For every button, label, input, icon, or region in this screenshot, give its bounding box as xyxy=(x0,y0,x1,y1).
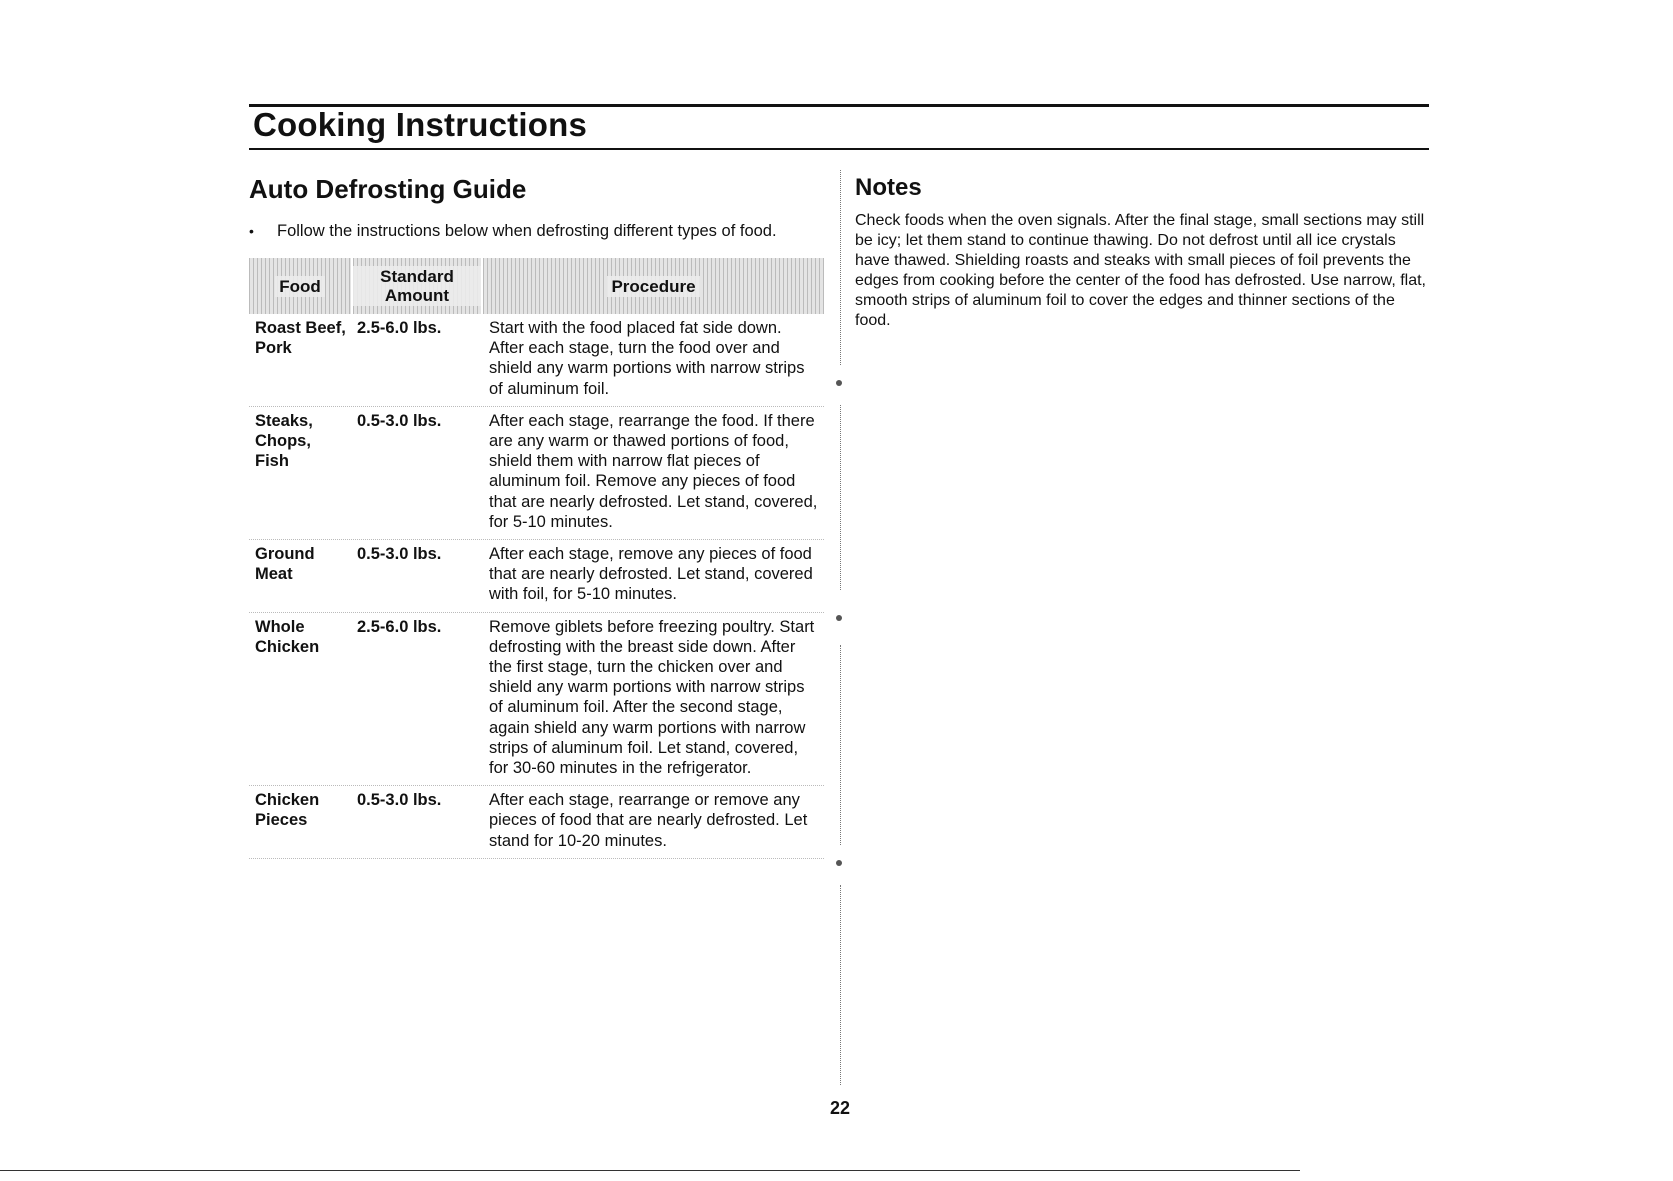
amount-cell: 0.5-3.0 lbs. xyxy=(357,411,442,430)
amount-cell: 2.5-6.0 lbs. xyxy=(357,617,442,636)
guide-intro-text: Follow the instructions below when defrosting different types of food. xyxy=(277,222,777,240)
amount-cell: 0.5-3.0 lbs. xyxy=(357,545,442,564)
table-row xyxy=(249,407,824,540)
table-row xyxy=(249,786,824,859)
column-divider xyxy=(840,885,841,1085)
table-row xyxy=(249,613,824,787)
guide-title: Auto Defrosting Guide xyxy=(249,174,527,204)
column-divider xyxy=(840,405,841,590)
food-cell: Roast Beef, Pork xyxy=(255,319,346,358)
procedure-cell: After each stage, rearrange or remove any pieces of food that are nearly defrosted. Let stand for 10-20 minutes. xyxy=(489,791,808,850)
defrost-table xyxy=(249,258,824,859)
notes-title: Notes xyxy=(855,174,922,201)
guide-intro xyxy=(249,222,777,241)
column-header-procedure: Procedure xyxy=(483,258,824,314)
procedure-cell: After each stage, remove any pieces of food that are nearly defrosted. Let stand, covered with foil, for 5-10 minutes. xyxy=(489,545,813,604)
page-number: 22 xyxy=(829,1098,851,1118)
column-divider xyxy=(840,645,841,845)
food-cell: Chicken Pieces xyxy=(255,791,320,830)
table-row xyxy=(249,314,824,407)
header-bottom-rule xyxy=(249,148,1429,150)
food-cell: Steaks, Chops, Fish xyxy=(255,411,313,471)
food-cell: Ground Meat xyxy=(255,545,315,584)
amount-cell: 0.5-3.0 lbs. xyxy=(357,791,442,810)
notes-body: Check foods when the oven signals. After the final stage, small sections may still be icy; let them stand to continue thawing. Do not defrost until all ice crystals have thawed. Shielding roasts and steaks with small pieces of foil prevents the edges from cooking before the center of the food has defrosted. Use narrow, flat, smooth strips of aluminum foil to cover the edges and thinner sections of the food. xyxy=(855,212,1426,329)
amount-cell: 2.5-6.0 lbs. xyxy=(357,319,442,337)
binding-dot xyxy=(836,615,842,621)
page-title: Cooking Instructions xyxy=(253,106,587,143)
bullet-icon: • xyxy=(249,223,254,239)
table-row xyxy=(249,540,824,613)
column-header-amount: Standard Amount xyxy=(353,258,483,314)
table-header xyxy=(249,258,824,314)
column-header-food: Food xyxy=(249,258,353,314)
food-cell: Whole Chicken xyxy=(255,617,320,656)
procedure-cell: Remove giblets before freezing poultry. Start defrosting with the breast side down. After the first stage, turn the chicken over and shield any warm portions with narrow strips of aluminum foil. After the second stage, again shield any warm portions with narrow strips of aluminum foil. Let stand, covered, for 30-60 minutes in the refrigerator. xyxy=(489,617,815,778)
column-divider xyxy=(840,170,841,365)
binding-dot xyxy=(836,860,842,866)
footer-rule xyxy=(0,1170,1300,1171)
binding-dot xyxy=(836,380,842,386)
procedure-cell: Start with the food placed fat side down. After each stage, turn the food over and shield any warm portions with narrow strips of aluminum foil. xyxy=(489,319,805,398)
procedure-cell: After each stage, rearrange the food. If there are any warm or thawed portions of food, shield them with narrow flat pieces of aluminum foil. Remove any pieces of food that are nearly defrosted. Let stand, covered, for 5-10 minutes. xyxy=(489,411,818,531)
